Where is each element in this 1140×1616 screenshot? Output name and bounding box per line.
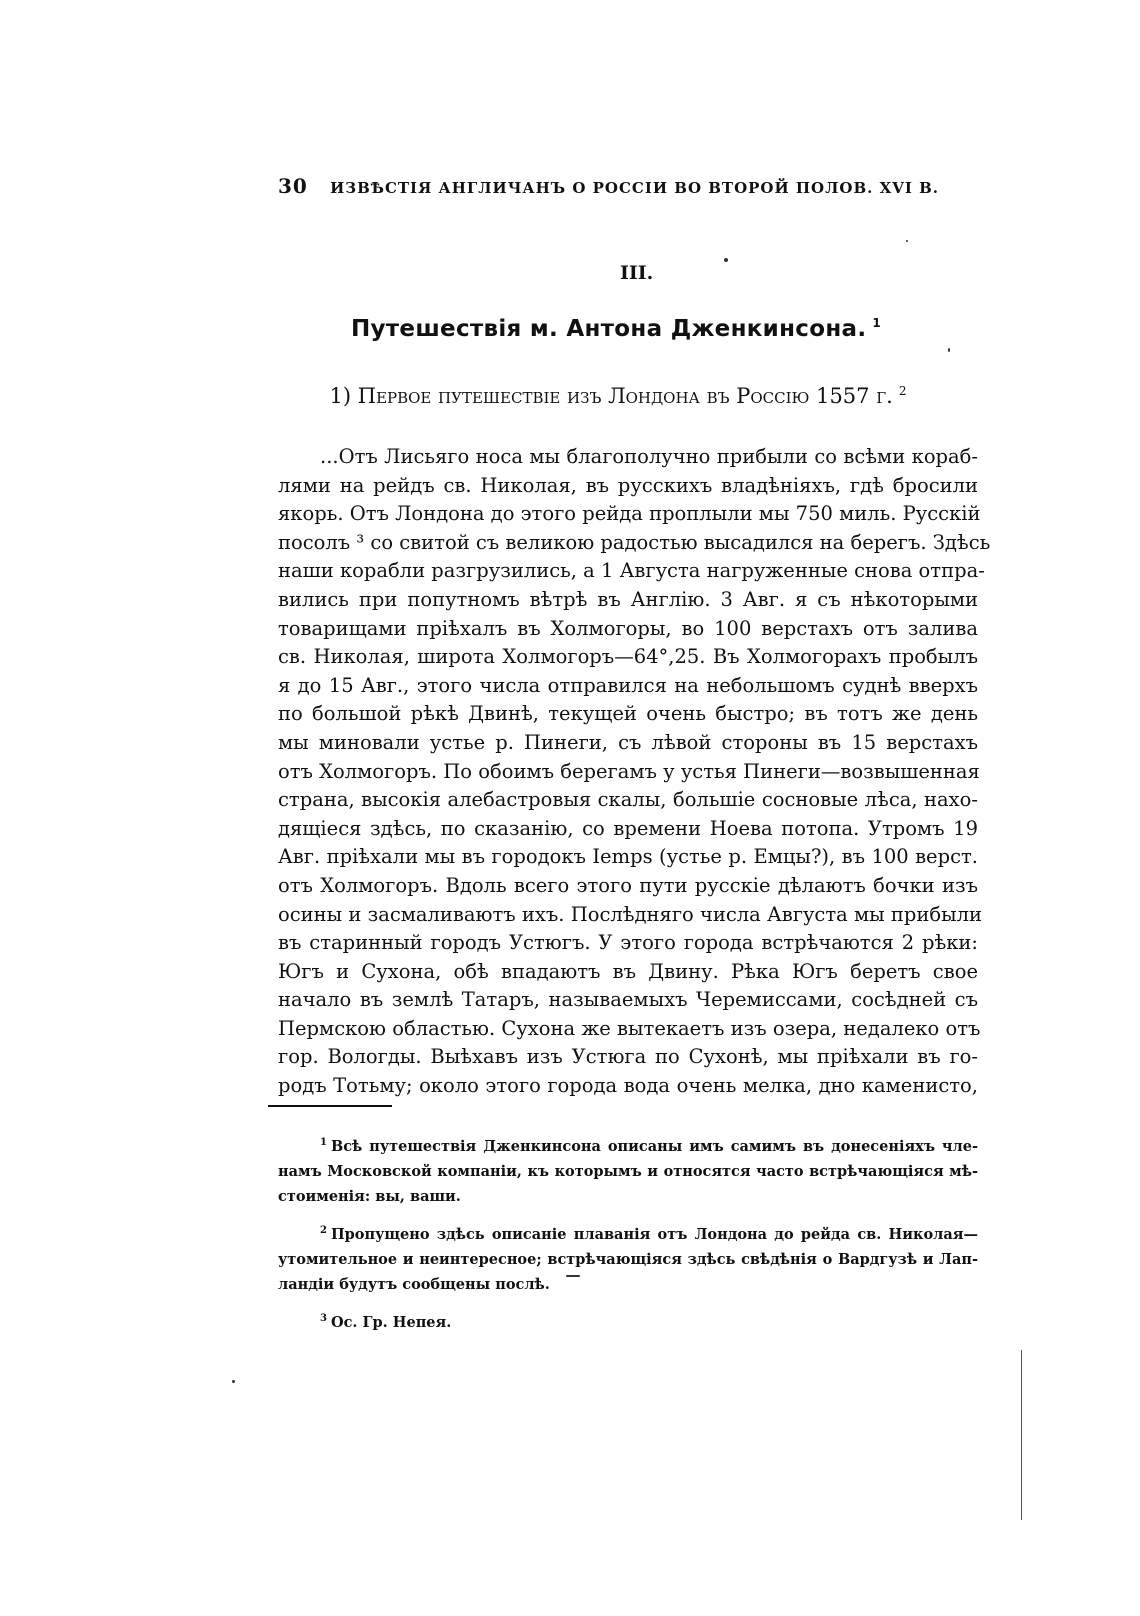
body-line: родъ Тотьму; около этого города вода очень мелка, дно каменисто, <box>278 1074 978 1098</box>
body-line: наши корабли разгрузились, а 1 Августа нагруженные снова отпра- <box>278 559 985 583</box>
footnote-text: Ос. Гр. Непея. <box>330 1313 452 1331</box>
footnote-mark: 3 <box>320 1312 327 1324</box>
chapter-footnote-mark[interactable]: 1 <box>872 316 882 331</box>
body-line: дящіеся здѣсь, по сказанію, со времени Ноева потопа. Утромъ 19 <box>278 816 978 840</box>
footnote-mark: 2 <box>320 1224 327 1236</box>
body-line: ...Отъ Лисьяго носа мы благополучно прибыли со всѣми кораб- <box>320 445 978 468</box>
sub-title <box>278 384 958 408</box>
footnote-line: намъ Московской компаніи, къ которымъ и относятся часто встрѣчающіяся мѣ- <box>278 1162 978 1180</box>
scan-speck <box>566 1275 580 1277</box>
footnote-2 <box>278 1218 978 1297</box>
body-line: якорь. Отъ Лондона до этого рейда проплыли мы 750 миль. Русскій <box>278 502 981 526</box>
body-line: мы миновали устье р. Пинеги, съ лѣвой стороны въ 15 верстахъ <box>278 730 978 754</box>
body-line: посолъ ³ со свитой съ великою радостью высадился на берегъ. Здѣсь <box>278 530 991 554</box>
body-line: страна, высокія алебастровыя скалы, большіе сосновые лѣса, нахо- <box>278 788 978 812</box>
body-line: св. Николая, широта Холмогоръ—64°,25. Въ Холмогорахъ пробылъ <box>278 645 978 669</box>
body-line: гор. Вологды. Выѣхавъ изъ Устюга по Сухонѣ, мы пріѣхали въ го- <box>278 1045 978 1069</box>
footnote-text: Всѣ путешествія Дженкинсона описаны имъ самимъ въ донесеніяхъ чле- <box>330 1137 978 1155</box>
chapter-title-text: Путешествія м. Антона Дженкинсона. <box>350 316 867 342</box>
footnote-line <box>278 1130 978 1159</box>
footnote-1 <box>278 1130 978 1209</box>
body-line: отъ Холмогоръ. Вдоль всего этого пути русскіе дѣлаютъ бочки изъ <box>278 873 978 897</box>
body-line: осины и засмаливаютъ ихъ. Послѣдняго числа Августа мы прибыли <box>278 902 982 926</box>
footnote-line: стоименія: вы, ваши. <box>278 1187 461 1205</box>
section-number: III. <box>620 262 654 284</box>
scan-edge-line <box>1021 1350 1022 1520</box>
body-line: лями на рейдъ св. Николая, въ русскихъ владѣніяхъ, гдѣ бросили <box>278 473 978 497</box>
scan-speck <box>948 348 950 352</box>
footnote-3 <box>278 1306 978 1335</box>
footnote-line: ландіи будутъ сообщены послѣ. <box>278 1275 550 1293</box>
scan-speck <box>906 240 908 242</box>
running-title: ИЗВѢСТІЯ АНГЛИЧАНЪ О РОССІИ ВО ВТОРОЙ ПОЛОВ. XVI В. <box>330 179 939 197</box>
page-number: 30 <box>278 174 308 198</box>
running-head <box>278 174 939 198</box>
body-line: вились при попутномъ вѣтрѣ въ Англію. 3 Авг. я съ нѣкоторыми <box>278 587 978 611</box>
body-line: начало въ землѣ Татаръ, называемыхъ Черемиссами, сосѣдней съ <box>278 988 978 1012</box>
body-line: товарищами пріѣхалъ въ Холмогоры, во 100 верстахъ отъ залива <box>278 616 978 640</box>
body-line: Пермскою областью. Сухона же вытекаетъ изъ озера, недалеко отъ <box>278 1016 981 1040</box>
footnote-line <box>278 1306 978 1335</box>
chapter-title <box>276 316 956 342</box>
body-line: Авг. пріѣхали мы въ городокъ Iemps (устье р. Емцы?), въ 100 верст. <box>278 845 978 869</box>
body-line: я до 15 Авг., этого числа отправился на небольшомъ суднѣ вверхъ <box>278 673 978 697</box>
body-line: по большой рѣкѣ Двинѣ, текущей очень быстро; въ тотъ же день <box>278 702 978 726</box>
sub-title-text: 1) Первое путешествіе изъ Лондона въ Россію 1557 г. <box>329 384 893 408</box>
sub-title-footnote-mark[interactable]: 2 <box>898 384 907 398</box>
footnote-divider <box>268 1105 392 1107</box>
scan-speck <box>232 1380 235 1383</box>
footnote-line <box>278 1218 978 1247</box>
scan-speck <box>724 258 728 262</box>
body-line: въ старинный городъ Устюгъ. У этого города встрѣчаются 2 рѣки: <box>278 931 978 955</box>
footnote-text: Пропущено здѣсь описаніе плаванія отъ Лондона до рейда св. Николая— <box>330 1225 978 1243</box>
footnotes <box>278 1130 978 1343</box>
body-line: отъ Холмогоръ. По обоимъ берегамъ у устья Пинеги—возвышенная <box>278 759 980 783</box>
footnote-line: утомительное и неинтересное; встрѣчающіяся здѣсь свѣдѣнія о Вардгузѣ и Лап- <box>278 1250 978 1268</box>
body-line: Югъ и Сухона, обѣ впадаютъ въ Двину. Рѣка Югъ беретъ свое <box>278 959 978 983</box>
footnote-mark: 1 <box>320 1137 327 1148</box>
body-text <box>278 443 991 1101</box>
